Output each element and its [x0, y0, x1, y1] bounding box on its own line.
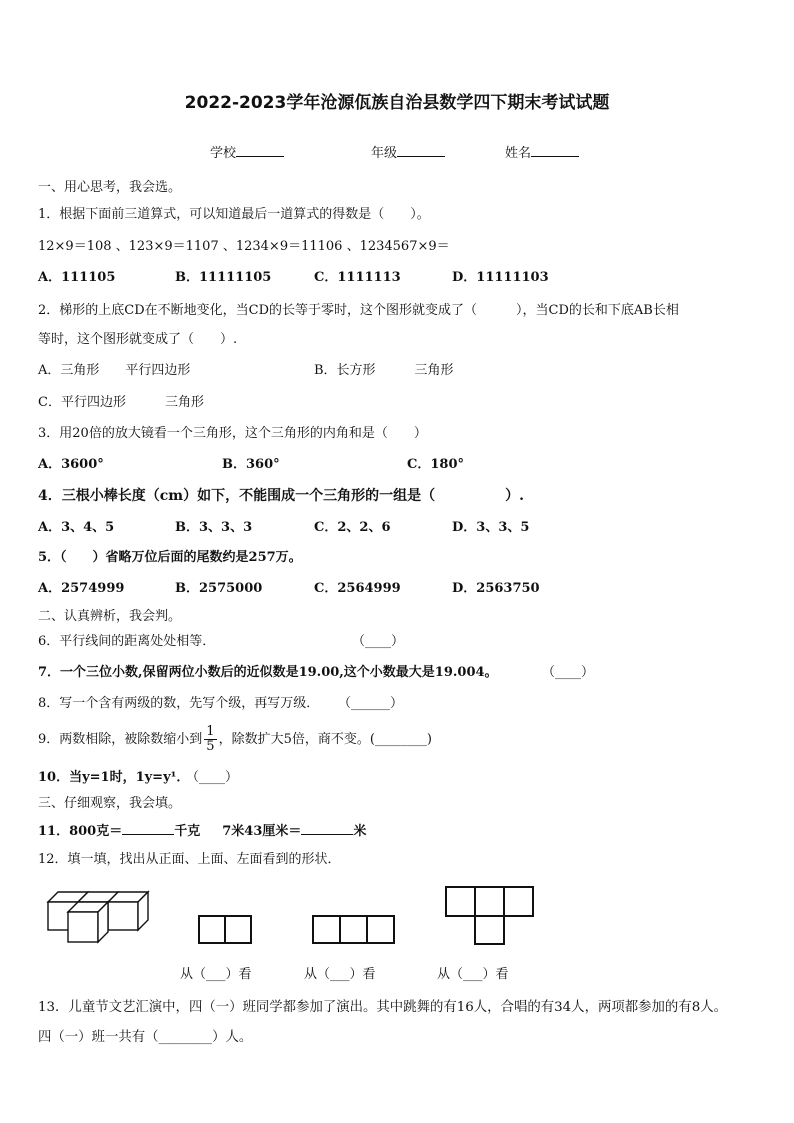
- q4-option-d[interactable]: D．3、3、5: [452, 520, 530, 535]
- q10-text: 10．当y=1时，1y=y¹．: [38, 770, 190, 785]
- q11-blank-a[interactable]: [122, 821, 174, 835]
- q2-text-line1: 2．梯形的上底CD在不断地变化，当CD的长等于零时，这个图形就变成了（ ），当CD的长和下底AB长相: [38, 303, 679, 318]
- q3-text: 3．用20倍的放大镜看一个三角形，这个三角形的内角和是（ ）: [38, 426, 427, 441]
- q2-text-line2: 等时，这个图形就变成了（ ）.: [38, 332, 238, 347]
- page-title: 2022-2023学年沧源佤族自治县数学四下期末考试试题: [184, 93, 610, 113]
- q8-answer[interactable]: （______）: [338, 696, 404, 711]
- q10-answer[interactable]: （____）: [186, 770, 239, 785]
- view-two-squares: [198, 915, 254, 945]
- name-label: 姓名: [505, 146, 532, 161]
- grade-label: 年级: [371, 146, 398, 161]
- section-3-heading: 三、仔细观察，我会填。: [38, 796, 182, 811]
- q9-line: [38, 722, 432, 758]
- q11-blank-b[interactable]: [301, 821, 353, 835]
- school-field[interactable]: [210, 142, 284, 161]
- q7-answer[interactable]: （____）: [542, 665, 595, 680]
- q2-option-b[interactable]: B．长方形 三角形: [314, 363, 454, 378]
- school-label: 学校: [210, 146, 237, 161]
- name-field[interactable]: [505, 142, 579, 161]
- q1-option-c[interactable]: C．1111113: [314, 270, 401, 285]
- cube-figure: [44, 884, 162, 948]
- q5-text: 5．（ ）省略万位后面的尾数约是257万。: [38, 550, 302, 565]
- q13-text-line1: 13．儿童节文艺汇演中，四（一）班同学都参加了演出。其中跳舞的有16人，合唱的有34人，两项都参加的有8人。: [38, 1000, 727, 1015]
- q2-option-a[interactable]: A．三角形 平行四边形: [38, 363, 191, 378]
- q6-answer[interactable]: （____）: [352, 634, 405, 649]
- q7-text: 7．一个三位小数,保留两位小数后的近似数是19.00,这个小数最大是19.004。: [38, 665, 498, 680]
- q11-unit-b: 米: [353, 824, 367, 839]
- q12-text: 12．填一填，找出从正面、上面、左面看到的形状．: [38, 852, 341, 867]
- q11-unit-a: 千克: [174, 824, 201, 839]
- q5-option-b[interactable]: B．2575000: [175, 581, 263, 596]
- q9-frac-den: 5: [206, 739, 215, 754]
- name-blank[interactable]: [531, 143, 579, 157]
- section-2-heading: 二、认真辨析，我会判。: [38, 609, 182, 624]
- q4-option-a[interactable]: A．3、4、5: [38, 520, 115, 535]
- q6-text: 6．平行线间的距离处处相等．: [38, 634, 216, 649]
- q1-formula: 12×9＝108 、123×9＝1107 、1234×9＝11106 、1234567×9＝: [38, 239, 450, 254]
- q3-option-b[interactable]: B．360°: [222, 457, 280, 472]
- q9-text-b[interactable]: ，除数扩大5倍，商不变。(________): [218, 732, 432, 747]
- q5-option-a[interactable]: A．2574999: [38, 581, 125, 596]
- view-t-shape: [445, 886, 535, 946]
- q3-option-c[interactable]: C．180°: [407, 457, 464, 472]
- view-three-squares: [312, 915, 396, 945]
- q3-option-a[interactable]: A．3600°: [38, 457, 104, 472]
- q4-option-c[interactable]: C．2、2、6: [314, 520, 391, 535]
- school-blank[interactable]: [236, 143, 284, 157]
- q4-option-b[interactable]: B．3、3、3: [175, 520, 253, 535]
- q9-fraction: [204, 725, 216, 754]
- q13-text-line2[interactable]: 四（一）班一共有（________）人。: [38, 1030, 253, 1045]
- q12-label-3[interactable]: 从（___）看: [437, 967, 509, 982]
- q1-option-b[interactable]: B．11111105: [175, 270, 272, 285]
- q12-label-1[interactable]: 从（___）看: [180, 967, 252, 982]
- q8-text: 8．写一个含有两级的数，先写个级，再写万级．: [38, 696, 320, 711]
- q2-option-c[interactable]: C．平行四边形 三角形: [38, 395, 204, 410]
- q5-option-c[interactable]: C．2564999: [314, 581, 401, 596]
- q4-text: 4．三根小棒长度（cm）如下，不能围成一个三角形的一组是（ ）.: [38, 488, 524, 504]
- q9-frac-num: 1: [206, 724, 215, 739]
- section-1-heading: 一、用心思考，我会选。: [38, 180, 182, 195]
- grade-blank[interactable]: [397, 143, 445, 157]
- q9-text-a: 9．两数相除，被除数缩小到: [38, 732, 203, 747]
- q11-text-a: 11．800克＝: [38, 824, 123, 839]
- q1-option-d[interactable]: D．11111103: [452, 270, 549, 285]
- q12-label-2[interactable]: 从（___）看: [304, 967, 376, 982]
- q1-text: 1．根据下面前三道算式，可以知道最后一道算式的得数是（ ）。: [38, 207, 430, 222]
- q11-text-b: 7米43厘米＝: [222, 824, 302, 839]
- q5-option-d[interactable]: D．2563750: [452, 581, 540, 596]
- grade-field[interactable]: [371, 142, 445, 161]
- q11-line: [38, 821, 366, 841]
- q1-option-a[interactable]: A．111105: [38, 270, 116, 285]
